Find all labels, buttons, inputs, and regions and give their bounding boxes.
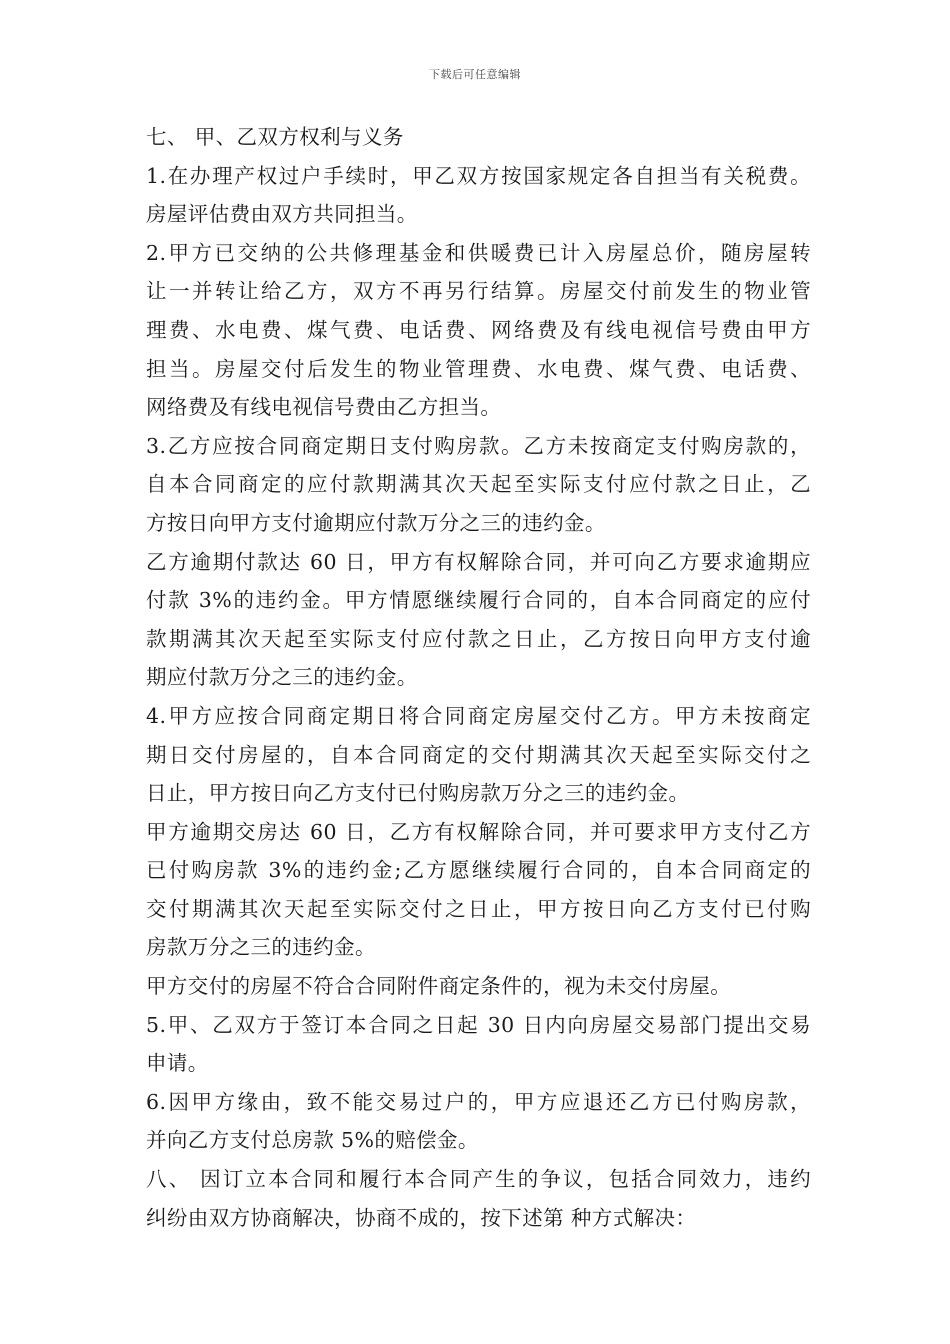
text-line: 1.在办理产权过户手续时，甲乙双方按国家规定各自担当有关税费。 xyxy=(146,163,811,188)
text-line: 申请。 xyxy=(146,1051,209,1076)
text-line: 理费、水电费、煤气费、电话费、网络费及有线电视信号费由甲方 xyxy=(146,317,811,342)
text-line: 方按日向甲方支付逾期应付款万分之三的违约金。 xyxy=(146,510,606,535)
text-line: 款期满其次天起至实际支付应付款之日止，乙方按日向甲方支付逾 xyxy=(146,626,811,651)
text-line: 6.因甲方缘由，致不能交易过户的，甲方应退还乙方已付购房款， xyxy=(146,1089,811,1114)
text-line: 担当。房屋交付后发生的物业管理费、水电费、煤气费、电话费、 xyxy=(146,356,811,381)
page-header-note: 下载后可任意编辑 xyxy=(429,68,521,81)
text-line: 甲方逾期交房达 60 日，乙方有权解除合同，并可要求甲方支付乙方 xyxy=(146,819,811,844)
text-line: 并向乙方支付总房款 5%的赔偿金。 xyxy=(146,1128,479,1153)
text-line: 自本合同商定的应付款期满其次天起至实际支付应付款之日止，乙 xyxy=(146,472,811,497)
text-line: 付款 3%的违约金。甲方情愿继续履行合同的，自本合同商定的应付 xyxy=(146,588,811,613)
text-line: 纠纷由双方协商解决，协商不成的，按下述第 种方式解决： xyxy=(146,1205,697,1230)
text-line: 日止，甲方按日向乙方支付已付购房款万分之三的违约金。 xyxy=(146,781,690,806)
text-line: 期日交付房屋的，自本合同商定的交付期满其次天起至实际交付之 xyxy=(146,742,811,767)
text-line: 房款万分之三的违约金。 xyxy=(146,935,376,960)
text-line: 甲方交付的房屋不符合合同附件商定条件的，视为未交付房屋。 xyxy=(146,974,732,999)
text-line: 七、 甲、乙双方权利与义务 xyxy=(146,125,404,149)
text-line: 已付购房款 3%的违约金;乙方愿继续履行合同的，自本合同商定的 xyxy=(146,858,811,883)
text-line: 5.甲、乙双方于签订本合同之日起 30 日内向房屋交易部门提出交易 xyxy=(146,1012,811,1037)
text-line: 乙方逾期付款达 60 日，甲方有权解除合同，并可向乙方要求逾期应 xyxy=(146,549,811,574)
text-line: 2.甲方已交纳的公共修理基金和供暖费已计入房屋总价，随房屋转 xyxy=(146,240,811,265)
text-line: 4.甲方应按合同商定期日将合同商定房屋交付乙方。甲方未按商定 xyxy=(146,703,811,728)
text-line: 交付期满其次天起至实际交付之日止，甲方按日向乙方支付已付购 xyxy=(146,896,811,921)
text-line: 期应付款万分之三的违约金。 xyxy=(146,665,418,690)
text-line: 八、 因订立本合同和履行本合同产生的争议，包括合同效力，违约 xyxy=(146,1167,811,1192)
text-line: 让一并转让给乙方，双方不再另行结算。房屋交付前发生的物业管 xyxy=(146,279,811,304)
text-line: 网络费及有线电视信号费由乙方担当。 xyxy=(146,395,502,420)
text-line: 3.乙方应按合同商定期日支付购房款。乙方未按商定支付购房款的， xyxy=(146,433,811,458)
document-body xyxy=(146,118,811,1237)
text-line: 房屋评估费由双方共同担当。 xyxy=(146,202,418,227)
